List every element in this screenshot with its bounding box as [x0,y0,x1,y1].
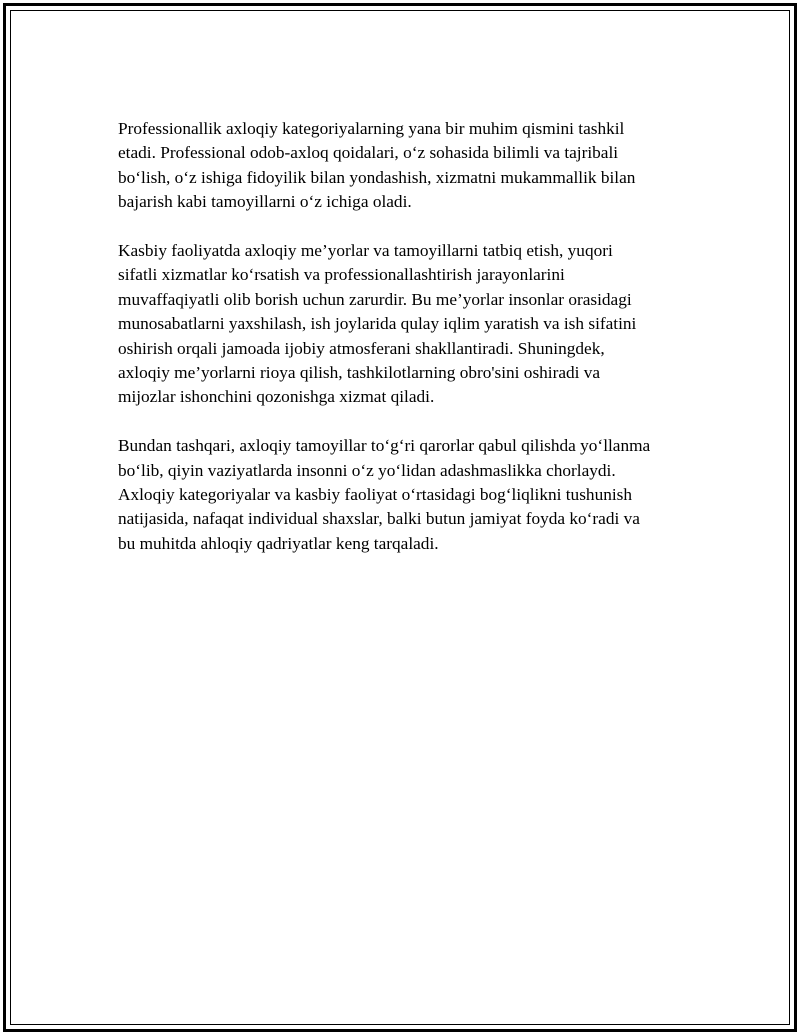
paragraph-line: oshirish orqali jamoada ijobiy atmosferani shakllantiradi. Shuningdek, [118,338,605,358]
paragraph-line: bu muhitda ahloqiy qadriyatlar keng tarqaladi. [118,533,439,553]
paragraph-2 [118,239,693,410]
paragraph-line: mijozlar ishonchini qozonishga xizmat qiladi. [118,387,435,407]
paragraph-1 [118,117,693,215]
paragraph-line: Axloqiy kategoriyalar va kasbiy faoliyat o‘rtasidagi bog‘liqlikni tushunish [118,485,633,505]
paragraph-line: Bundan tashqari, axloqiy tamoyillar to‘g‘ri qarorlar qabul qilishda yo‘llanma [118,436,651,456]
paragraph-line: bo‘lib, qiyin vaziyatlarda insonni o‘z yo‘lidan adashmaslikka chorlaydi. [118,460,616,480]
paragraph-line: muvaffaqiyatli olib borish uchun zarurdir. Bu me’yorlar insonlar orasidagi [118,289,632,309]
paragraph-line: Professionallik axloqiy kategoriyalarning yana bir muhim qismini tashkil [118,119,625,138]
paragraph-line: etadi. Professional odob-axloq qoidalari, o‘z sohasida bilimli va tajribali [118,143,619,163]
paragraph-line: natijasida, nafaqat individual shaxslar, balki butun jamiyat foyda ko‘radi va [118,509,640,529]
document-body [118,117,693,581]
paragraph-line: munosabatlarni yaxshilash, ish joylarida qulay iqlim yaratish va ish sifatini [118,314,637,334]
paragraph-line: Kasbiy faoliyatda axloqiy me’yorlar va tamoyillarni tatbiq etish, yuqori [118,241,613,261]
paragraph-line: sifatli xizmatlar ko‘rsatish va professionallashtirish jarayonlarini [118,265,565,285]
paragraph-line: bo‘lish, o‘z ishiga fidoyilik bilan yondashish, xizmatni mukammallik bilan [118,167,636,187]
paragraph-3 [118,434,693,556]
paragraph-line: bajarish kabi tamoyillarni o‘z ichiga oladi. [118,192,412,212]
paragraph-line: axloqiy me’yorlarni rioya qilish, tashkilotlarning obro'sini oshiradi va [118,363,601,383]
